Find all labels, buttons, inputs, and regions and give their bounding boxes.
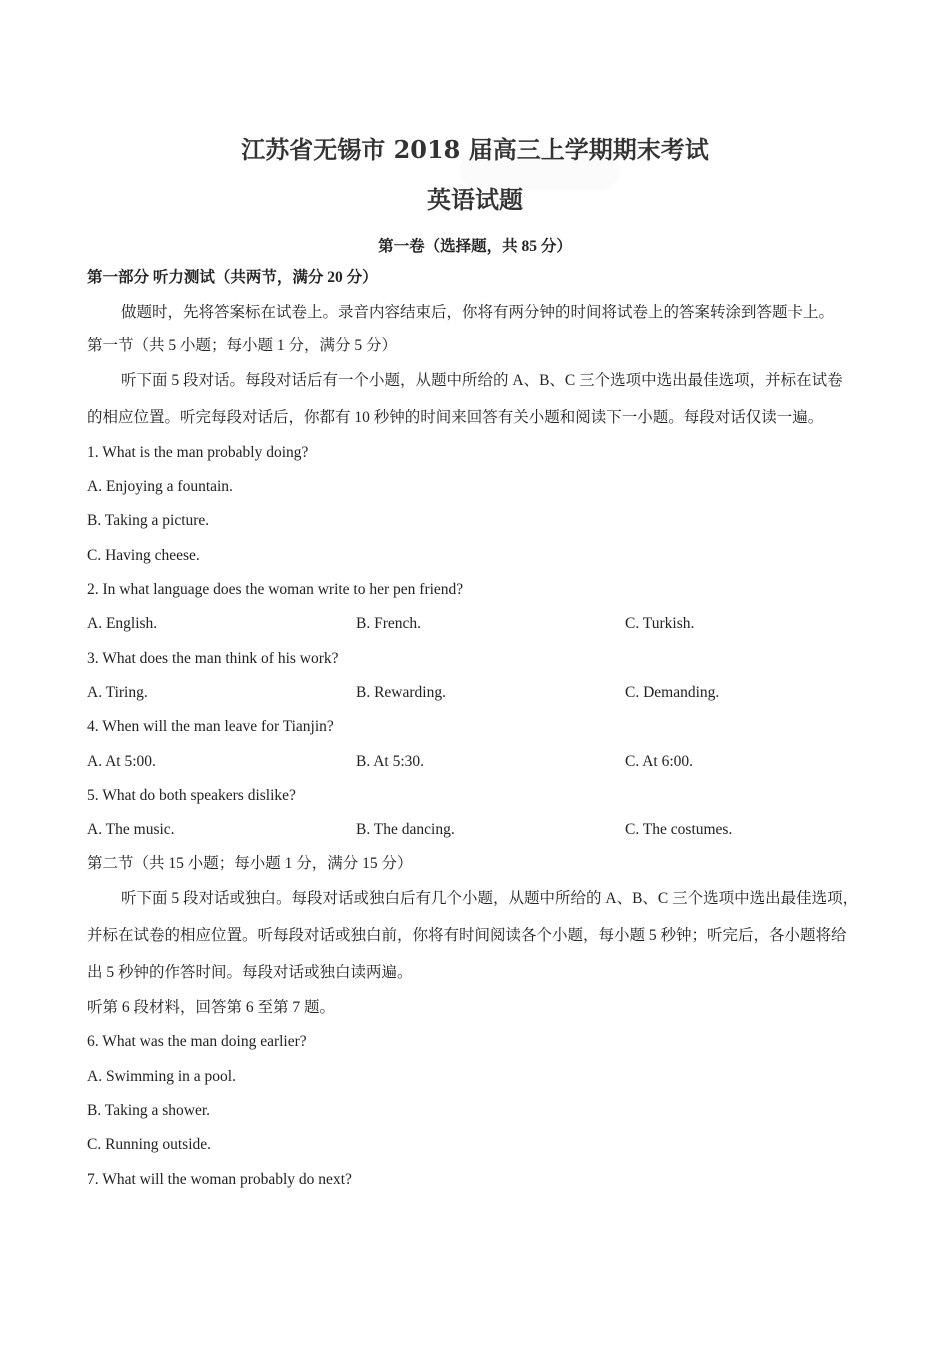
exam-title: 江苏省无锡市 2018 届高三上学期期末考试 [241,135,709,164]
question-1-stem: 1. What is the man probably doing? [87,444,309,461]
question-5-option-b: B. The dancing. [356,821,455,838]
question-2-option-b: B. French. [356,615,422,632]
question-6-stem: 6. What was the man doing earlier? [87,1033,307,1050]
question-1-option-a: A. Enjoying a fountain. [87,478,233,495]
question-4-stem: 4. When will the man leave for Tianjin? [87,718,334,735]
material-note: 听第 6 段材料，回答第 6 至第 7 题。 [87,999,336,1016]
question-4-option-b: B. At 5:30. [356,753,425,770]
question-1-option-c: C. Having cheese. [87,547,200,564]
part1-instruction: 做题时，先将答案标在试卷上。录音内容结束后，你将有两分钟的时间将试卷上的答案转涂到答题卡上。 [121,304,835,321]
question-3-option-c: C. Demanding. [625,684,720,701]
question-2-option-a: A. English. [87,615,158,632]
question-4-option-a: A. At 5:00. [87,753,156,770]
question-3-option-b: B. Rewarding. [356,684,446,701]
section2-intro-line2: 并标在试卷的相应位置。听每段对话或独白前，你将有时间阅读各个小题，每小题 5 秒钟；听完后，各小题将给 [87,927,847,944]
question-6-option-c: C. Running outside. [87,1136,212,1153]
section2-intro-line3: 出 5 秒钟的作答时间。每段对话或独白读两遍。 [87,964,413,981]
question-6-option-b: B. Taking a shower. [87,1102,211,1119]
part1-heading: 第一部分 听力测试（共两节，满分 20 分） [87,269,378,286]
exam-subtitle: 英语试题 [427,185,523,214]
question-1-option-b: B. Taking a picture. [87,512,210,529]
volume-heading: 第一卷（选择题，共 85 分） [378,238,572,255]
question-7-stem: 7. What will the woman probably do next? [87,1171,352,1188]
section1-intro-line1: 听下面 5 段对话。每段对话后有一个小题，从题中所给的 A、B、C 三个选项中选出最佳选项，并标在试卷 [121,372,843,389]
question-5-stem: 5. What do both speakers dislike? [87,787,296,804]
question-2-option-c: C. Turkish. [625,615,695,632]
question-2-stem: 2. In what language does the woman write to her pen friend? [87,581,464,598]
section2-intro-line1: 听下面 5 段对话或独白。每段对话或独白后有几个小题，从题中所给的 A、B、C 三个选项中选出最佳选项， [121,890,859,907]
section1-heading: 第一节（共 5 小题；每小题 1 分，满分 5 分） [87,337,398,354]
question-5-option-a: A. The music. [87,821,175,838]
question-6-option-a: A. Swimming in a pool. [87,1068,236,1085]
section2-heading: 第二节（共 15 小题；每小题 1 分，满分 15 分） [87,855,413,872]
section1-intro-line2: 的相应位置。听完每段对话后，你都有 10 秒钟的时间来回答有关小题和阅读下一小题。每段对话仅读一遍。 [87,409,824,426]
question-3-option-a: A. Tiring. [87,684,148,701]
question-4-option-c: C. At 6:00. [625,753,694,770]
question-3-stem: 3. What does the man think of his work? [87,650,339,667]
question-5-option-c: C. The costumes. [625,821,733,838]
